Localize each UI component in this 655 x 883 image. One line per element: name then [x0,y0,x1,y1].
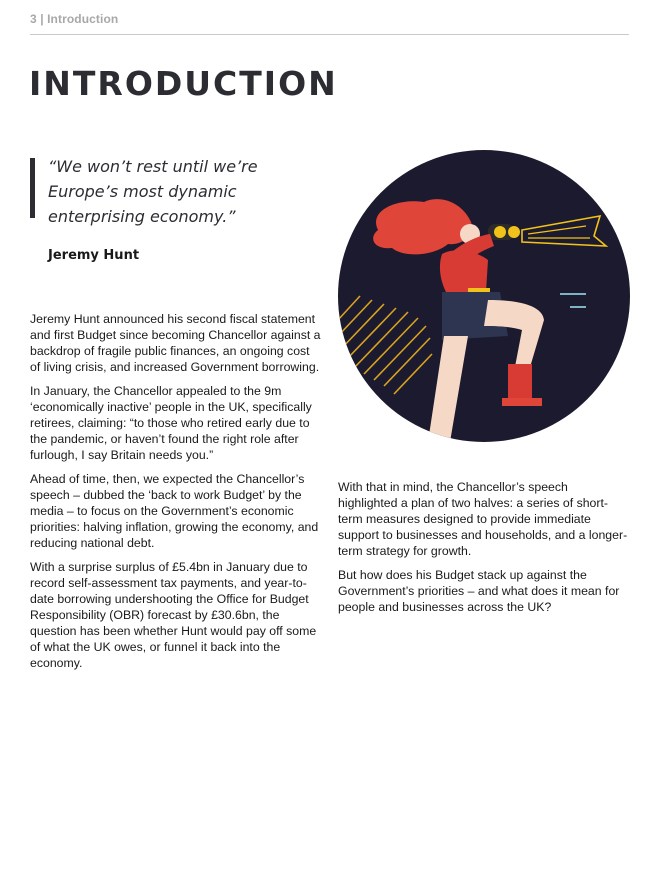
page-header [30,12,629,26]
body-paragraph: But how does his Budget stack up against the Government’s priorities – and what does it mean for people and businesses across the UK? [338,568,620,614]
body-paragraph: Ahead of time, then, we expected the Chancellor’s speech – dubbed the ‘back to work Budget’ by the media – to focus on the Government’s economic priorities: halving inflation, growing the economy, and reducing national debt. [30,472,319,550]
right-column [338,479,630,623]
left-column [30,311,322,679]
header-separator: | [40,12,44,26]
body-paragraph: With a surprise surplus of £5.4bn in January due to record self-assessment tax payments, and year-to-date borrowing undershooting the Office for Budget Responsibility (OBR) forecast by £30.6bn, the question has been whether Hunt would pay off some of what the UK owes, or funnel it back into the economy. [30,560,317,670]
illustration-graphic [338,150,630,442]
jumper [440,250,488,292]
sock [508,364,532,400]
page-number: 3 [30,12,37,26]
body-paragraph: In January, the Chancellor appealed to the 9m ‘economically inactive’ people in the UK, specifically retirees, claiming: “to those who retired early due to the pandemic, or haven’t found the right role after furlough, I say Britain needs you.” [30,384,312,462]
page-title: INTRODUCTION [29,64,338,103]
header-section: Introduction [47,12,119,26]
header-divider [30,34,629,35]
body-paragraph: Jeremy Hunt announced his second fiscal statement and first Budget since becoming Chancellor against a backdrop of fragile public finances, an ongoing cost of living crisis, and increased Government borrowing. [30,312,321,374]
quote-author: Jeremy Hunt [48,248,140,263]
body-paragraph: With that in mind, the Chancellor’s speech highlighted a plan of two halves: a series of short-term measures designed to provide immediate support to businesses and households, and a longer-term strategy for growth. [338,480,628,558]
quote-bar [30,158,35,218]
quote-line: “We won’t rest until we’re [48,157,258,176]
pull-quote [48,154,278,229]
shoe [502,398,542,406]
quote-line: Europe’s most dynamic [48,182,237,201]
quote-line: enterprising economy.” [48,207,236,226]
binoculars-illustration [338,150,630,442]
